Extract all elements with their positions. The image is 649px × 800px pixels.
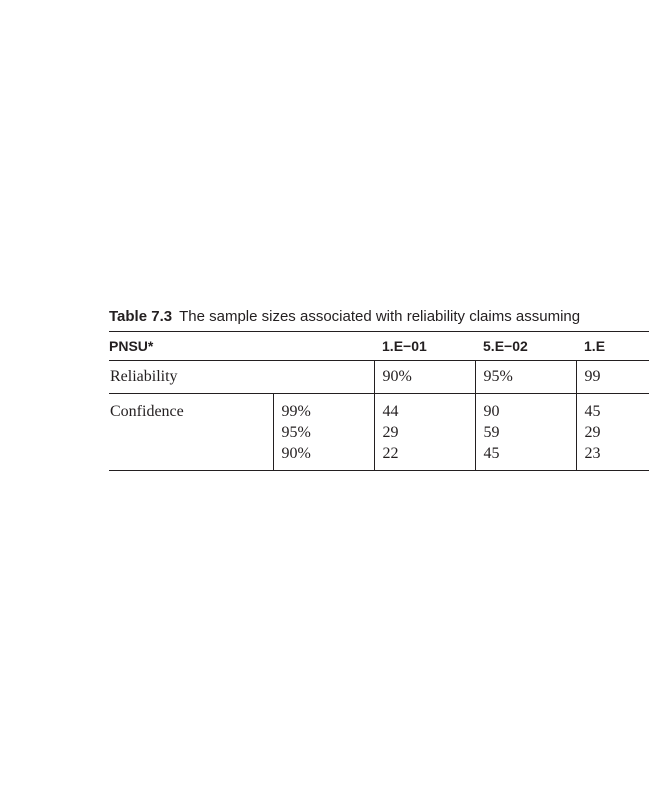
confidence-level: 95%	[281, 424, 311, 441]
table-caption	[109, 308, 580, 326]
pnsu-header: PNSU*	[109, 332, 374, 361]
sample-size-column-1	[374, 394, 475, 471]
header-row	[109, 332, 649, 361]
sample-size-table	[109, 331, 649, 471]
pnsu-value-2: 5.E−02	[475, 332, 576, 361]
confidence-level: 90%	[281, 445, 311, 462]
sample-size-cell: 44	[382, 403, 399, 420]
sample-size-cell: 22	[382, 445, 399, 462]
sample-size-column-3	[576, 394, 649, 471]
table-caption-label: Table 7.3	[109, 308, 173, 325]
reliability-value-1: 90%	[374, 361, 475, 394]
sample-size-cell: 29	[382, 424, 399, 441]
reliability-value-2: 95%	[475, 361, 576, 394]
table-caption-text: The sample sizes associated with reliability claims assuming	[179, 308, 581, 325]
reliability-value-3: 99	[576, 361, 649, 394]
pnsu-value-3: 1.E	[576, 332, 649, 361]
sample-size-cell: 90	[483, 403, 500, 420]
confidence-levels	[273, 394, 374, 471]
sample-size-cell: 45	[584, 403, 601, 420]
reliability-row	[109, 361, 649, 394]
sample-size-cell: 59	[483, 424, 500, 441]
reliability-label: Reliability	[109, 361, 374, 394]
confidence-row	[109, 394, 649, 471]
sample-size-cell: 45	[483, 445, 500, 462]
pnsu-value-1: 1.E−01	[374, 332, 475, 361]
sample-size-cell: 23	[584, 445, 601, 462]
confidence-label: Confidence	[110, 403, 184, 420]
sample-size-column-2	[475, 394, 576, 471]
sample-size-cell: 29	[584, 424, 601, 441]
confidence-level: 99%	[281, 403, 311, 420]
